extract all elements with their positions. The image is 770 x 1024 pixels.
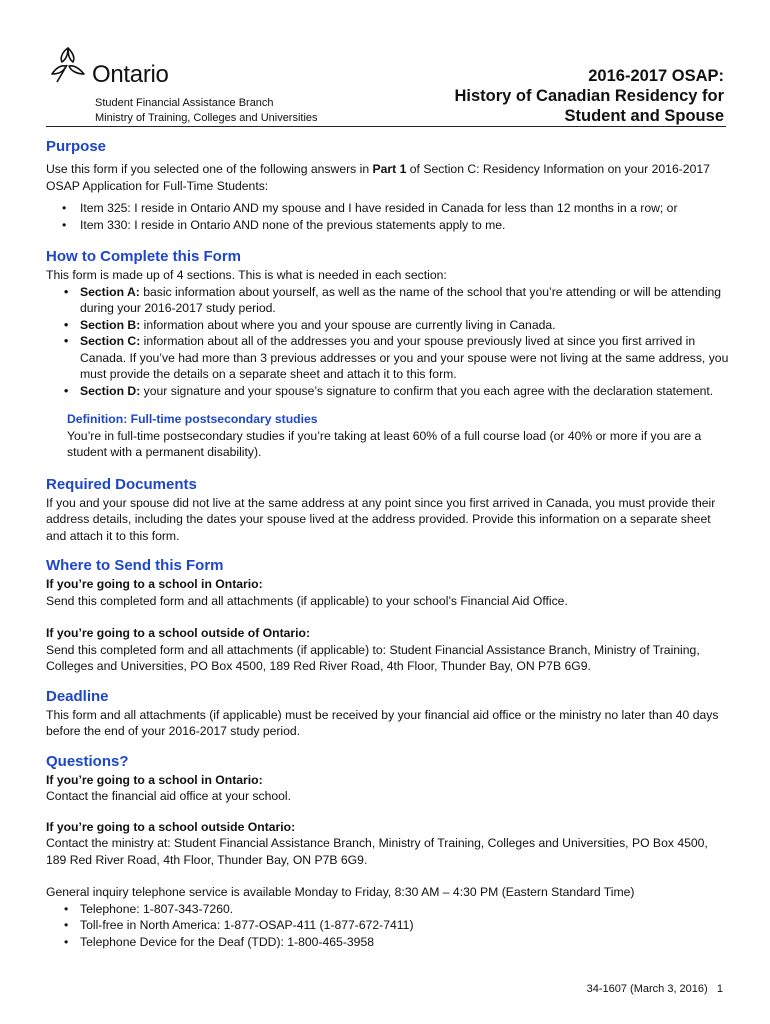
section-b-label: Section B: <box>80 317 141 332</box>
purpose-intro-tail: of Section C: Residency Information on your 2016-2017 OSAP Application for Full-Time Students: <box>46 162 710 193</box>
trillium-icon <box>48 44 92 84</box>
questions-outside-text: Contact the ministry at: Student Financial Assistance Branch, Ministry of Training, Colleges and Universities, PO Box 4500, 189 Red River Road, 4th Floor, Thunder Bay, ON P7B 6G9. <box>46 836 708 867</box>
list-item: • Section A: basic information about yourself, as well as the name of the school that you’re attending or will be attending during your 2016-2017 study period. <box>64 284 722 315</box>
where-to-send-heading: Where to Send this Form <box>46 557 224 574</box>
deadline-heading: Deadline <box>46 687 109 705</box>
send-outside-label: If you’re going to a school outside of Ontario: <box>46 626 311 640</box>
list-item: • Telephone: 1-807-343-7260. <box>64 901 234 916</box>
purpose-intro-part: Part 1 <box>372 162 407 176</box>
definition-box <box>46 411 730 461</box>
phone-toll-free: Toll-free in North America: 1-877-OSAP-411 (1-877-672-7411) <box>80 918 414 932</box>
section-a-text: basic information about yourself, as well as the name of the school that you’re attending or will be attending during your 2016-2017 study period. <box>80 284 722 315</box>
ontario-logo <box>48 44 188 92</box>
questions-ontario-text: Contact the financial aid office at your school. <box>46 789 292 803</box>
page-footer <box>587 983 723 995</box>
phone-list <box>46 901 730 951</box>
purpose-item-330: Item 330: I reside in Ontario AND none of the previous statements apply to me. <box>80 217 506 232</box>
form-title-line-2: History of Canadian Residency for <box>454 87 724 105</box>
list-item: • Section D: your signature and your spouse’s signature to confirm that you each agree with the declaration statement. <box>64 383 714 398</box>
required-documents-text: If you and your spouse did not live at the same address at any point since you first arrived in Canada, you must provide their address details, including the dates your spouse lived at the address provided. Provide this information on a separate sheet and attach it to this form. <box>46 495 716 543</box>
definition-text: You’re in full-time postsecondary studies if you’re taking at least 60% of a full course load (or 40% or more if you are a student with a permanent disability). <box>67 428 702 459</box>
purpose-intro <box>46 161 730 194</box>
how-to-heading: How to Complete this Form <box>46 248 241 265</box>
questions-ontario-label: If you’re going to a school in Ontario: <box>46 772 263 787</box>
section-d-text: your signature and your spouse’s signature to confirm that you each agree with the declaration statement. <box>140 383 714 398</box>
section-c-text: information about all of the addresses you and your spouse previously lived at since you first arrived in Canada. If you’ve had more than 3 previous addresses or you and your spouse were not living at the same address, you must provide the details on a separate sheet and attach it to this form. <box>80 334 729 381</box>
questions-outside-label: If you’re going to a school outside Ontario: <box>46 819 296 834</box>
list-item: • Telephone Device for the Deaf (TDD): 1-800-465-3958 <box>64 934 375 949</box>
phone-tdd: Telephone Device for the Deaf (TDD): 1-800-465-3958 <box>80 934 375 949</box>
list-item: • Toll-free in North America: 1-877-OSAP-411 (1-877-672-7411) <box>64 918 414 932</box>
questions-heading: Questions? <box>46 752 129 770</box>
list-item: • Item 330: I reside in Ontario AND none of the previous statements apply to me. <box>62 217 506 232</box>
header-divider <box>46 126 726 127</box>
phone-telephone: Telephone: 1-807-343-7260. <box>80 901 234 916</box>
branch-info <box>95 96 318 126</box>
send-ontario-text: Send this completed form and all attachments (if applicable) to your school’s Financial Aid Office. <box>46 593 568 608</box>
page-number: 1 <box>716 983 723 995</box>
form-title-line-3: Student and Spouse <box>564 107 724 125</box>
section-a-label: Section A: <box>80 284 140 299</box>
form-title-line-1: 2016-2017 OSAP: <box>588 67 724 85</box>
form-number: 34-1607 (March 3, 2016) <box>586 983 708 995</box>
list-item: • Section C: information about all of the addresses you and your spouse previously lived at since you first arrived in Canada. If you’ve had more than 3 previous addresses or you and your spouse were not living at the same address, you must provide the details on a separate sheet and attach it to this form. <box>64 334 729 381</box>
section-b-text: information about where you and your spouse are currently living in Canada. <box>140 317 556 332</box>
purpose-item-325: Item 325: I reside in Ontario AND my spouse and I have resided in Canada for less than 12 months in a row; or <box>80 201 678 215</box>
inquiry-hours: General inquiry telephone service is available Monday to Friday, 8:30 AM – 4:30 PM (Eastern Standard Time) <box>46 885 635 899</box>
sections-list <box>46 284 730 400</box>
purpose-heading: Purpose <box>46 138 107 155</box>
list-item: • Item 325: I reside in Ontario AND my spouse and I have resided in Canada for less than 12 months in a row; or <box>62 201 678 215</box>
logo-wordmark: Ontario <box>92 61 169 88</box>
purpose-intro-text: Use this form if you selected one of the following answers in <box>46 162 373 176</box>
purpose-list <box>46 200 730 233</box>
send-outside-text: Send this completed form and all attachments (if applicable) to: Student Financial Assistance Branch, Ministry of Training, Colleges and Universities, PO Box 4500, 189 Red River Road, 4th Floor, Thunder Bay, ON P7B 6G9. <box>46 642 700 673</box>
deadline-text: This form and all attachments (if applicable) must be received by your financial aid office or the ministry no later than 40 days before the end of your 2016-2017 study period. <box>46 707 719 738</box>
definition-title: Definition: Full-time postsecondary studies <box>67 412 318 426</box>
form-title <box>454 66 724 126</box>
list-item: • Section B: information about where you and your spouse are currently living in Canada. <box>64 317 556 332</box>
section-c-label: Section C: <box>80 334 141 348</box>
send-ontario-label: If you’re going to a school in Ontario: <box>46 577 263 591</box>
section-d-label: Section D: <box>80 383 141 398</box>
ministry-name: Ministry of Training, Colleges and Universities <box>95 112 318 124</box>
branch-name: Student Financial Assistance Branch <box>95 97 274 109</box>
form-instructions <box>46 137 730 950</box>
required-documents-heading: Required Documents <box>46 475 197 493</box>
how-to-intro: This form is made up of 4 sections. This is what is needed in each section: <box>46 268 447 282</box>
